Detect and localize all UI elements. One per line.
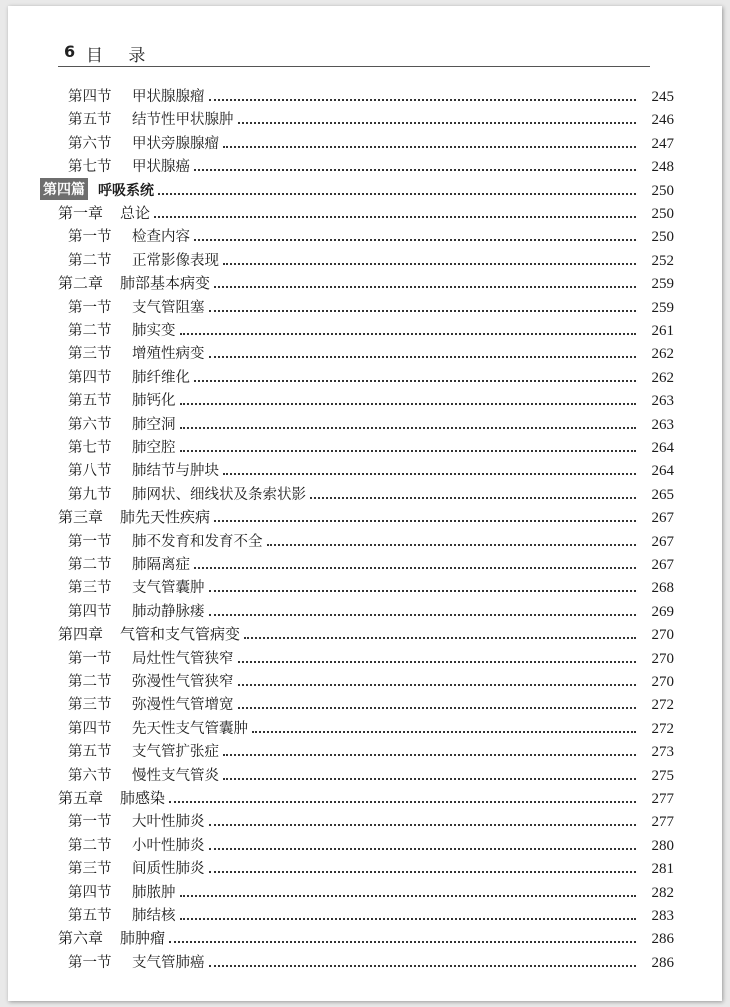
- section-title: 甲状旁腺腺瘤: [132, 135, 219, 152]
- page-ref: 283: [651, 908, 674, 924]
- dot-leader: [223, 753, 636, 756]
- chapter-label: 第六章: [58, 929, 104, 948]
- section-title: 间质性肺炎: [132, 861, 205, 878]
- toc-entry-section: [68, 388, 674, 410]
- section-title: 增殖性病变: [132, 346, 205, 363]
- book-page: [8, 6, 722, 1001]
- chapter-title: 肺先天性疾病: [120, 508, 211, 527]
- section-title: 肺空洞: [132, 416, 176, 433]
- page-ref: 268: [651, 580, 674, 597]
- chapter-title: 肺感染: [120, 789, 166, 807]
- section-label: 第八节: [68, 463, 112, 480]
- toc-entry-section: [68, 809, 674, 831]
- section-label: 第五节: [68, 112, 112, 129]
- page-ref: 245: [651, 89, 674, 105]
- section-title: 支气管囊肿: [132, 580, 205, 597]
- dot-leader: [180, 426, 637, 429]
- section-label: 第四节: [68, 603, 112, 620]
- page-ref: 267: [651, 510, 674, 527]
- chapter-label: 第五章: [58, 789, 104, 807]
- toc-entry-section: [68, 341, 674, 363]
- toc-entry-section: [68, 365, 674, 387]
- toc-entry-section: [68, 482, 674, 504]
- section-title: 肺脓肿: [132, 884, 176, 901]
- toc-entry-section: [68, 903, 674, 925]
- toc-entry-part: [40, 178, 674, 200]
- page-ref: 277: [651, 791, 674, 807]
- dot-leader: [154, 215, 636, 218]
- section-label: 第一节: [68, 814, 112, 831]
- section-label: 第四节: [68, 884, 112, 901]
- section-title: 检查内容: [132, 229, 190, 246]
- section-title: 肺隔离症: [132, 557, 190, 573]
- section-label: 第六节: [68, 135, 112, 152]
- toc-entry-section: [68, 318, 674, 340]
- dot-leader: [238, 660, 637, 663]
- page-ref: 252: [651, 252, 674, 269]
- dot-leader: [209, 355, 637, 358]
- toc-entry-section: [68, 435, 674, 457]
- toc-entry-section: [68, 295, 674, 317]
- section-title: 甲状腺癌: [132, 159, 190, 176]
- section-label: 第三节: [68, 697, 112, 714]
- dot-leader: [223, 777, 636, 780]
- dot-leader: [209, 847, 637, 850]
- toc-entry-section: [68, 716, 674, 738]
- section-title: 大叶性肺炎: [132, 814, 205, 831]
- section-title: 弥漫性气管狭窄: [132, 674, 234, 690]
- dot-leader: [209, 823, 637, 826]
- section-title: 慢性支气管炎: [132, 767, 219, 784]
- page-ref: 263: [651, 393, 674, 410]
- section-label: 第七节: [68, 440, 112, 456]
- chapter-title: 肺肿瘤: [120, 929, 166, 948]
- toc-entry-section: [68, 599, 674, 621]
- chapter-label: 第二章: [58, 274, 104, 293]
- section-label: 第四节: [68, 369, 112, 386]
- section-title: 弥漫性气管增宽: [132, 697, 234, 714]
- page-ref: 275: [651, 767, 674, 784]
- page-ref: 246: [651, 112, 674, 129]
- section-label: 第四节: [68, 89, 112, 105]
- dot-leader: [209, 589, 637, 592]
- page-ref: 270: [651, 627, 674, 644]
- section-title: 局灶性气管狭窄: [132, 650, 234, 667]
- page-ref: 277: [651, 814, 674, 831]
- dot-leader: [214, 519, 636, 522]
- page-ref: 261: [651, 323, 674, 339]
- toc-entry-section: [68, 763, 674, 785]
- dot-leader: [209, 98, 637, 101]
- page-ref: 250: [651, 229, 674, 246]
- section-title: 小叶性肺炎: [132, 837, 205, 854]
- page-ref: 262: [651, 346, 674, 363]
- chapter-title: 气管和支气管病变: [120, 625, 241, 644]
- section-label: 第六节: [68, 767, 112, 784]
- section-label: 第一节: [68, 533, 112, 550]
- section-label: 第五节: [68, 393, 112, 410]
- dot-leader: [310, 496, 636, 499]
- section-title: 支气管肺癌: [132, 954, 205, 971]
- page-ref: 286: [651, 954, 674, 971]
- toc-entry-section: [68, 692, 674, 714]
- toc-entry-chapter: [58, 786, 674, 808]
- dot-leader: [180, 917, 637, 920]
- section-label: 第五节: [68, 744, 112, 761]
- page-ref: 259: [651, 276, 674, 293]
- toc-entry-section: [68, 856, 674, 878]
- toc-entry-section: [68, 131, 674, 153]
- section-label: 第一节: [68, 229, 112, 246]
- page-ref: 270: [651, 674, 674, 690]
- toc-entry-section: [68, 107, 674, 129]
- section-label: 第三节: [68, 346, 112, 363]
- dot-leader: [194, 168, 636, 171]
- section-title: 肺钙化: [132, 393, 176, 410]
- section-title: 支气管扩张症: [132, 744, 219, 761]
- toc-entry-section: [68, 669, 674, 691]
- page-ref: 282: [651, 884, 674, 901]
- chapter-title: 肺部基本病变: [120, 274, 211, 293]
- toc-entry-chapter: [58, 505, 674, 527]
- section-title: 甲状腺腺瘤: [132, 89, 205, 105]
- dot-leader: [252, 730, 636, 733]
- section-label: 第五节: [68, 908, 112, 924]
- section-title: 肺结核: [132, 908, 176, 924]
- dot-leader: [267, 543, 637, 546]
- dot-leader: [169, 800, 636, 803]
- toc-entry-section: [68, 646, 674, 668]
- page-ref: 250: [651, 182, 674, 199]
- dot-leader: [214, 285, 636, 288]
- dot-leader: [223, 262, 636, 265]
- dot-leader: [238, 121, 637, 124]
- section-title: 肺实变: [132, 323, 176, 339]
- toc-entry-section: [68, 84, 674, 106]
- page-ref: 269: [651, 603, 674, 620]
- dot-leader: [209, 964, 637, 967]
- toc-entry-chapter: [58, 622, 674, 644]
- toc-entry-section: [68, 575, 674, 597]
- page-ref: 265: [651, 486, 674, 503]
- dot-leader: [194, 238, 636, 241]
- section-title: 先天性支气管囊肿: [132, 720, 248, 737]
- dot-leader: [180, 449, 637, 452]
- page-number: 6: [64, 42, 76, 61]
- toc-entry-section: [68, 552, 674, 574]
- chapter-label: 第一章: [58, 204, 104, 222]
- dot-leader: [223, 145, 636, 148]
- dot-leader: [194, 379, 636, 382]
- page-ref: 259: [651, 299, 674, 316]
- dot-leader: [238, 706, 637, 709]
- section-label: 第一节: [68, 954, 112, 971]
- dot-leader: [180, 402, 637, 405]
- toc-entry-section: [68, 950, 674, 972]
- dot-leader: [244, 636, 636, 639]
- page-ref: 263: [651, 416, 674, 433]
- page-ref: 264: [651, 440, 674, 456]
- section-label: 第二节: [68, 252, 112, 269]
- header-title: 目 录: [86, 46, 156, 66]
- section-label: 第二节: [68, 323, 112, 339]
- section-title: 肺动静脉瘘: [132, 603, 205, 620]
- part-label: 第四篇: [40, 178, 88, 200]
- dot-leader: [180, 894, 637, 897]
- toc-entry-section: [68, 833, 674, 855]
- section-label: 第一节: [68, 299, 112, 316]
- part-title: 呼吸系统: [98, 182, 154, 199]
- dot-leader: [180, 332, 637, 335]
- page-ref: 264: [651, 463, 674, 480]
- section-title: 肺纤维化: [132, 369, 190, 386]
- section-title: 正常影像表现: [132, 252, 219, 269]
- section-label: 第九节: [68, 486, 112, 503]
- dot-leader: [158, 192, 636, 195]
- toc-entry-chapter: [58, 271, 674, 293]
- section-label: 第二节: [68, 837, 112, 854]
- dot-leader: [169, 940, 636, 943]
- section-label: 第三节: [68, 580, 112, 597]
- toc-entry-section: [68, 458, 674, 480]
- page-ref: 272: [651, 720, 674, 737]
- page-ref: 272: [651, 697, 674, 714]
- toc-entry-section: [68, 224, 674, 246]
- section-label: 第四节: [68, 720, 112, 737]
- toc-entry-section: [68, 880, 674, 902]
- dot-leader: [209, 870, 637, 873]
- section-label: 第二节: [68, 674, 112, 690]
- page-ref: 250: [651, 206, 674, 222]
- page-ref: 267: [651, 533, 674, 550]
- dot-leader: [238, 683, 637, 686]
- page-ref: 273: [651, 744, 674, 761]
- toc-entry-section: [68, 248, 674, 270]
- page-ref: 280: [651, 837, 674, 854]
- section-title: 支气管阻塞: [132, 299, 205, 316]
- dot-leader: [209, 309, 637, 312]
- dot-leader: [223, 472, 636, 475]
- page-ref: 286: [651, 931, 674, 948]
- page-ref: 270: [651, 650, 674, 667]
- toc-entry-section: [68, 154, 674, 176]
- section-label: 第六节: [68, 416, 112, 433]
- section-label: 第三节: [68, 861, 112, 878]
- toc-entry-chapter: [58, 201, 674, 223]
- toc-entry-section: [68, 529, 674, 551]
- toc-entry-section: [68, 739, 674, 761]
- section-title: 肺结节与肿块: [132, 463, 219, 480]
- chapter-label: 第四章: [58, 625, 104, 644]
- section-label: 第一节: [68, 650, 112, 667]
- toc-entry-section: [68, 412, 674, 434]
- section-label: 第二节: [68, 557, 112, 573]
- chapter-title: 总论: [120, 204, 151, 222]
- chapter-label: 第三章: [58, 508, 104, 527]
- section-title: 肺网状、细线状及条索状影: [132, 486, 306, 503]
- toc-entry-chapter: [58, 926, 674, 948]
- page-ref: 262: [651, 369, 674, 386]
- page-ref: 248: [651, 159, 674, 176]
- section-title: 结节性甲状腺肿: [132, 112, 234, 129]
- section-title: 肺不发育和发育不全: [132, 533, 263, 550]
- dot-leader: [194, 566, 636, 569]
- dot-leader: [209, 613, 637, 616]
- page-ref: 247: [651, 135, 674, 152]
- section-title: 肺空腔: [132, 440, 176, 456]
- page-ref: 281: [651, 861, 674, 878]
- running-header: [58, 40, 650, 67]
- page-ref: 267: [651, 557, 674, 573]
- section-label: 第七节: [68, 159, 112, 176]
